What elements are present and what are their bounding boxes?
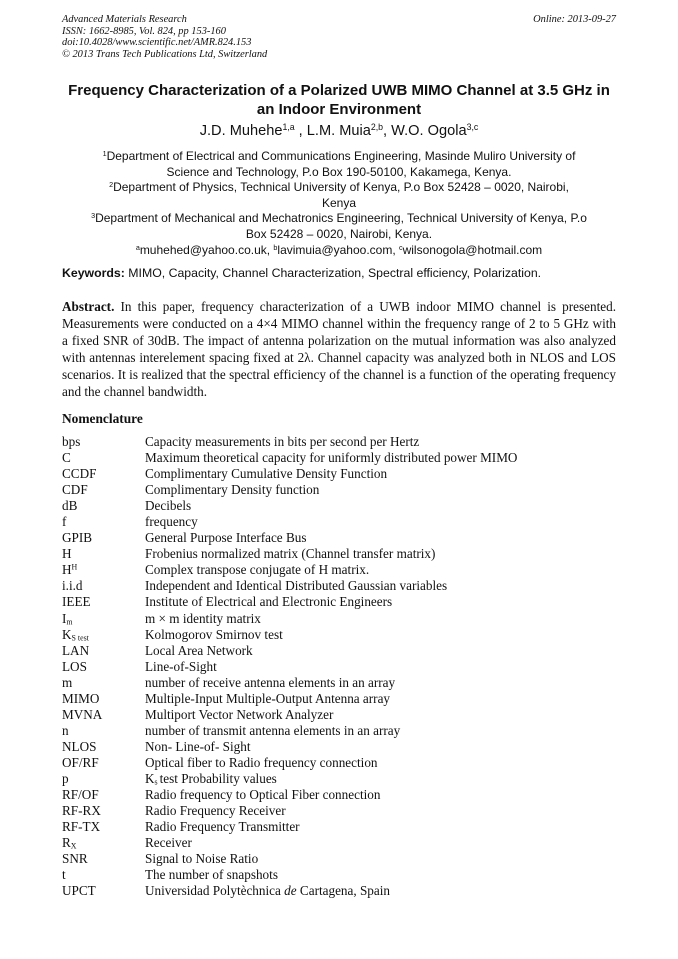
nomenclature-term	[62, 594, 145, 610]
nomenclature-term	[62, 835, 145, 851]
affiliation-line	[62, 180, 616, 196]
nomenclature-row	[62, 562, 638, 578]
nomenclature-row	[62, 691, 638, 707]
keywords-label: Keywords:	[62, 266, 125, 280]
author-name: W.O. Ogola	[391, 123, 467, 139]
nomenclature-definition	[145, 867, 278, 883]
nomenclature-term	[62, 771, 145, 787]
nomenclature-definition	[145, 691, 390, 707]
nomenclature-term	[62, 498, 145, 514]
nomenclature-definition	[145, 643, 253, 659]
term-text: SNR	[62, 851, 88, 867]
definition-text: Signal to Noise Ratio	[145, 851, 259, 867]
term-text: LAN	[62, 642, 90, 658]
definition-subscript: s	[154, 777, 160, 787]
email-mark: a	[135, 242, 140, 252]
nomenclature-term	[62, 691, 145, 707]
nomenclature-row	[62, 787, 638, 803]
term-text: IEEE	[62, 594, 91, 610]
copyright-line: © 2013 Trans Tech Publications Ltd, Switzerland	[62, 48, 268, 60]
nomenclature-row	[62, 803, 638, 819]
nomenclature-row	[62, 434, 638, 450]
term-text: RF/OF	[62, 787, 99, 803]
nomenclature-term	[62, 562, 145, 578]
nomenclature-definition	[145, 819, 300, 835]
definition-text: test Probability values	[159, 770, 277, 786]
definition-text: Universidad Polytèchnica de Cartagena, Spain	[145, 883, 391, 899]
keywords-text: MIMO, Capacity, Channel Characterization, Spectral efficiency, Polarization.	[124, 266, 542, 280]
term-text: C	[62, 450, 71, 466]
abstract	[62, 298, 616, 400]
definition-text: Maximum theoretical capacity for uniformly distributed power MIMO	[145, 450, 518, 466]
term-text: i.i.d	[62, 578, 83, 594]
term-text: LOS	[62, 658, 87, 674]
email-line	[62, 243, 616, 259]
affiliation-line	[62, 196, 616, 212]
definition-text: Multiple-Input Multiple-Output Antenna array	[145, 690, 391, 706]
affiliation-line	[62, 227, 616, 243]
definition-text: Frobenius normalized matrix (Channel transfer matrix)	[145, 546, 436, 562]
term-text: NLOS	[62, 738, 97, 754]
nomenclature-term	[62, 851, 145, 867]
nomenclature-definition	[145, 739, 250, 755]
nomenclature-row	[62, 755, 638, 771]
term-text: CCDF	[62, 466, 97, 482]
nomenclature-term	[62, 450, 145, 466]
affiliation-number: 2	[109, 180, 114, 190]
nomenclature-term	[62, 675, 145, 691]
nomenclature-definition	[145, 883, 390, 899]
nomenclature-row	[62, 675, 638, 691]
affiliation-line	[62, 211, 616, 227]
nomenclature-row	[62, 514, 638, 530]
definition-prefix: K	[145, 770, 155, 786]
nomenclature-definition	[145, 627, 283, 643]
affiliation-text: Department of Physics, Technical University of Kenya, P.o Box 52428 – 0020, Nairobi,	[113, 180, 569, 195]
nomenclature-definition	[145, 530, 306, 546]
author-affil-mark: 1,a	[282, 122, 295, 133]
abstract-label: Abstract.	[62, 299, 115, 314]
affiliation-line	[62, 149, 616, 165]
nomenclature-row	[62, 771, 638, 787]
nomenclature-row	[62, 867, 638, 883]
definition-text: frequency	[145, 514, 198, 530]
author-separator: ,	[294, 123, 307, 139]
definition-text: Complimentary Density function	[145, 482, 320, 498]
affiliation-text: Box 52428 – 0020, Nairobi, Kenya.	[245, 226, 433, 241]
term-text: n	[62, 722, 69, 738]
nomenclature-definition	[145, 562, 369, 578]
nomenclature-term	[62, 482, 145, 498]
affiliation-text: Science and Technology, P.o Box 190-50100, Kakamega, Kenya.	[166, 164, 512, 179]
nomenclature-term	[62, 819, 145, 835]
term-text: MIMO	[62, 690, 100, 706]
nomenclature-row	[62, 851, 638, 867]
definition-text: number of receive antenna elements in an array	[145, 674, 396, 690]
email-mark: c	[399, 242, 403, 252]
term-text: H	[62, 546, 72, 562]
term-text: bps	[62, 434, 81, 449]
nomenclature-row	[62, 883, 638, 899]
nomenclature-definition	[145, 578, 447, 594]
nomenclature-definition	[145, 466, 387, 482]
nomenclature-row	[62, 723, 638, 739]
nomenclature-term	[62, 867, 145, 883]
term-text: K	[62, 626, 72, 642]
term-text: I	[62, 610, 67, 626]
nomenclature-list	[62, 434, 638, 899]
definition-text: Complex transpose conjugate of H matrix.	[145, 562, 370, 578]
nomenclature-term	[62, 659, 145, 675]
nomenclature-definition	[145, 787, 380, 803]
nomenclature-row	[62, 643, 638, 659]
nomenclature-definition	[145, 594, 392, 610]
nomenclature-definition	[145, 482, 319, 498]
affiliation-text: Kenya	[321, 195, 357, 210]
nomenclature-row	[62, 819, 638, 835]
author-name: J.D. Muhehe	[199, 123, 283, 139]
author-list	[62, 122, 616, 140]
nomenclature-definition	[145, 675, 395, 691]
keywords	[62, 266, 616, 281]
nomenclature-row	[62, 594, 638, 610]
definition-text: Radio Frequency Transmitter	[145, 819, 300, 835]
nomenclature-row	[62, 659, 638, 675]
definition-text: Capacity measurements in bits per second per Hertz	[145, 434, 420, 449]
affiliation-text: Department of Electrical and Communications Engineering, Masinde Muliro University of	[106, 149, 576, 163]
nomenclature-definition	[145, 546, 435, 562]
definition-text: Non- Line-of- Sight	[145, 738, 251, 754]
definition-text: Complimentary Cumulative Density Function	[145, 466, 388, 482]
page-header	[62, 14, 616, 60]
nomenclature-term	[62, 883, 145, 899]
definition-text: Optical fiber to Radio frequency connection	[145, 754, 378, 770]
abstract-text: In this paper, frequency characterization of a UWB indoor MIMO channel is presented. Measurements were conducted on a 4×4 MIMO channel within the frequency range of 2 to 5 GHz with a fixed SNR of 30dB. The impact of antenna polarization on the mutual information was also analyzed with antennas interelement spacing fixed at 2λ. Channel capacity was analyzed both in NLOS and LOS scenarios. It is realized that the spectral efficiency of the channel is a function of the operating frequency and the channel bandwidth.	[62, 299, 616, 399]
definition-text: m × m identity matrix	[145, 610, 261, 626]
nomenclature-term	[62, 787, 145, 803]
term-text: RF-RX	[62, 803, 101, 819]
term-text: p	[62, 770, 69, 786]
journal-name: Advanced Materials Research	[62, 14, 187, 25]
nomenclature-definition	[145, 450, 517, 466]
term-text: CDF	[62, 482, 88, 498]
definition-text: Institute of Electrical and Electronic Engineers	[145, 594, 393, 610]
term-text: MVNA	[62, 706, 103, 722]
nomenclature-definition	[145, 851, 258, 867]
nomenclature-term	[62, 434, 145, 450]
nomenclature-row	[62, 450, 638, 466]
nomenclature-definition	[145, 771, 277, 787]
affiliations	[62, 149, 616, 258]
affiliation-line	[62, 165, 616, 181]
nomenclature-definition	[145, 835, 192, 851]
nomenclature-row	[62, 739, 638, 755]
nomenclature-term	[62, 723, 145, 739]
nomenclature-term	[62, 546, 145, 562]
definition-text: Multiport Vector Network Analyzer	[145, 706, 334, 722]
nomenclature-row	[62, 482, 638, 498]
nomenclature-definition	[145, 803, 286, 819]
term-text: GPIB	[62, 530, 93, 546]
nomenclature-term	[62, 627, 145, 643]
affiliation-text: Department of Mechanical and Mechatronics Engineering, Technical University of Kenya, P.o	[95, 211, 587, 226]
term-subscript: m	[66, 617, 73, 627]
nomenclature-row	[62, 578, 638, 594]
nomenclature-term	[62, 466, 145, 482]
term-text: OF/RF	[62, 754, 99, 770]
definition-text: Radio Frequency Receiver	[145, 803, 286, 819]
issn-line: ISSN: 1662-8985, Vol. 824, pp 153-160	[62, 25, 226, 37]
online-date: Online: 2013-09-27	[533, 14, 616, 25]
author-name: L.M. Muia	[306, 123, 371, 139]
email-address: wilsonogola@hotmail.com	[402, 242, 543, 257]
term-text: UPCT	[62, 883, 96, 899]
definition-text: number of transmit antenna elements in an array	[145, 722, 401, 738]
term-text: H	[62, 562, 72, 578]
nomenclature-definition	[145, 723, 400, 739]
definition-text: Line-of-Sight	[145, 658, 217, 674]
definition-text: Local Area Network	[145, 642, 253, 658]
nomenclature-term	[62, 578, 145, 594]
nomenclature-row	[62, 627, 638, 643]
nomenclature-definition	[145, 434, 419, 450]
nomenclature-term	[62, 755, 145, 771]
nomenclature-row	[62, 835, 638, 851]
doi-line: doi:10.4028/www.scientific.net/AMR.824.153	[62, 37, 252, 49]
author-affil-mark: 2,b	[370, 122, 384, 133]
term-superscript: H	[71, 563, 78, 573]
nomenclature-heading: Nomenclature	[62, 411, 143, 426]
nomenclature-term	[62, 530, 145, 546]
nomenclature-row	[62, 546, 638, 562]
term-text: R	[62, 835, 71, 851]
nomenclature-row	[62, 466, 638, 482]
term-text: f	[62, 514, 67, 530]
nomenclature-term	[62, 643, 145, 659]
email-mark: b	[273, 242, 278, 252]
definition-text: Kolmogorov Smirnov test	[145, 626, 283, 642]
term-text: RF-TX	[62, 819, 101, 835]
term-text: dB	[62, 498, 78, 514]
paper-title: Frequency Characterization of a Polarized UWB MIMO Channel at 3.5 GHz in an Indoor Environment	[68, 82, 610, 118]
definition-text: Independent and Identical Distributed Gaussian variables	[145, 578, 448, 594]
term-subscript: S test	[71, 633, 89, 643]
term-subscript: X	[70, 841, 77, 851]
definition-text: Decibels	[145, 498, 192, 514]
nomenclature-row	[62, 707, 638, 723]
term-text: t	[62, 867, 66, 883]
nomenclature-definition	[145, 498, 191, 514]
email-address: muhehed@yahoo.co.uk,	[139, 242, 274, 257]
nomenclature-term	[62, 739, 145, 755]
affiliation-number: 1	[102, 149, 107, 159]
nomenclature-row	[62, 611, 638, 627]
nomenclature-row	[62, 530, 638, 546]
nomenclature-definition	[145, 707, 333, 723]
affiliation-number: 3	[91, 211, 96, 221]
nomenclature-definition	[145, 611, 261, 627]
nomenclature-definition	[145, 755, 378, 771]
nomenclature-row	[62, 498, 638, 514]
definition-text: Receiver	[145, 835, 192, 851]
email-address: lavimuia@yahoo.com,	[277, 242, 399, 257]
nomenclature-definition	[145, 514, 198, 530]
definition-text: The number of snapshots	[145, 867, 278, 883]
nomenclature-definition	[145, 659, 217, 675]
author-separator: ,	[383, 123, 392, 139]
author-affil-mark: 3,c	[466, 122, 479, 133]
nomenclature-term	[62, 611, 145, 627]
term-text: m	[62, 674, 73, 690]
nomenclature-term	[62, 707, 145, 723]
definition-text: General Purpose Interface Bus	[145, 530, 307, 546]
nomenclature-term	[62, 803, 145, 819]
definition-text: Radio frequency to Optical Fiber connection	[145, 787, 381, 803]
nomenclature-term	[62, 514, 145, 530]
